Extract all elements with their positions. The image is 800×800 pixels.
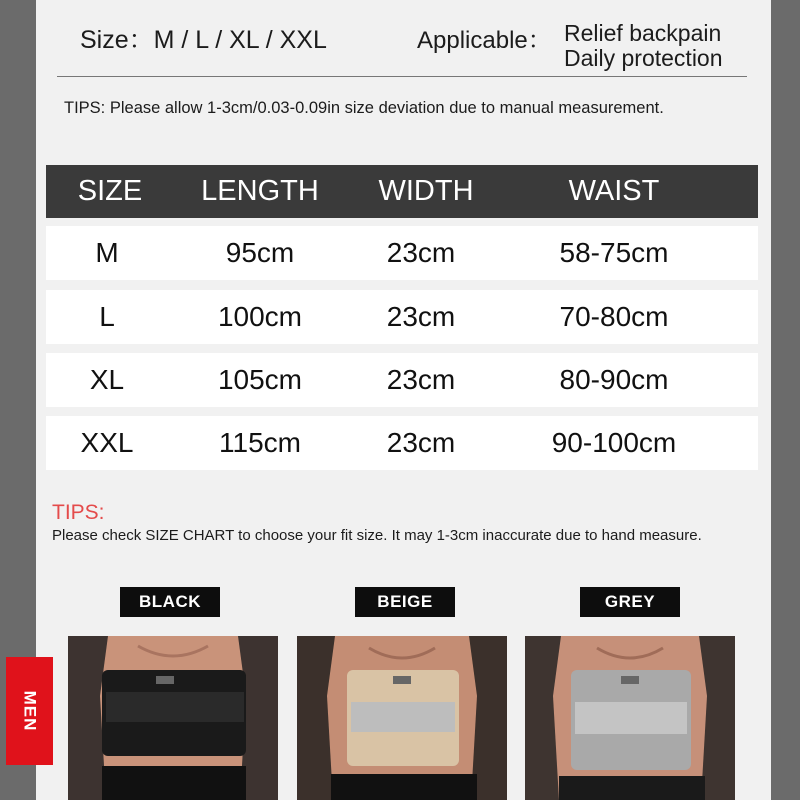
cell-waist: 80-90cm bbox=[559, 364, 669, 395]
cell-width: 23cm bbox=[386, 364, 456, 395]
tips-deviation-note: TIPS: Please allow 1-3cm/0.03-0.09in size deviation due to manual measurement. bbox=[64, 99, 664, 117]
tips-title: TIPS: bbox=[52, 501, 105, 524]
cell-width: 23cm bbox=[386, 237, 456, 268]
applicable-line-2: Daily protection bbox=[564, 45, 723, 71]
cell-length: 100cm bbox=[217, 301, 303, 332]
header-width: WIDTH bbox=[378, 175, 474, 207]
product-photo-black bbox=[68, 636, 278, 800]
men-side-tab bbox=[6, 657, 53, 765]
size-table-header bbox=[46, 165, 758, 218]
cell-size: XL bbox=[89, 364, 125, 395]
color-label-grey: GREY bbox=[580, 587, 680, 617]
tips-body: Please check SIZE CHART to choose your fit size. It may 1-3cm inaccurate due to hand measure. bbox=[52, 527, 702, 544]
grey-belt-image bbox=[525, 636, 735, 800]
applicable-line-1: Relief backpain bbox=[564, 20, 722, 46]
table-row bbox=[46, 290, 758, 344]
product-photo-beige bbox=[297, 636, 507, 800]
table-row bbox=[46, 353, 758, 407]
cell-length: 105cm bbox=[217, 364, 303, 395]
beige-belt-image bbox=[297, 636, 507, 800]
color-label-beige: BEIGE bbox=[355, 587, 455, 617]
men-label: MEN bbox=[20, 690, 40, 732]
color-label-black: BLACK bbox=[120, 587, 220, 617]
cell-width: 23cm bbox=[386, 427, 456, 458]
header-divider bbox=[57, 76, 747, 77]
table-row bbox=[46, 226, 758, 280]
cell-waist: 70-80cm bbox=[559, 301, 669, 332]
header-size: SIZE bbox=[77, 175, 143, 207]
product-photo-grey bbox=[525, 636, 735, 800]
cell-width: 23cm bbox=[386, 301, 456, 332]
size-options-text: Size：M / L / XL / XXL bbox=[80, 26, 327, 54]
applicable-label: Applicable： bbox=[417, 27, 552, 54]
black-belt-image bbox=[68, 636, 278, 800]
table-row bbox=[46, 416, 758, 470]
cell-size: L bbox=[99, 301, 115, 332]
header-waist: WAIST bbox=[568, 175, 660, 207]
header-length: LENGTH bbox=[201, 175, 319, 207]
cell-length: 115cm bbox=[219, 427, 301, 458]
cell-size: M bbox=[95, 237, 119, 268]
cell-waist: 90-100cm bbox=[551, 427, 677, 458]
cell-waist: 58-75cm bbox=[559, 237, 669, 268]
cell-length: 95cm bbox=[225, 237, 295, 268]
cell-size: XXL bbox=[80, 427, 134, 458]
